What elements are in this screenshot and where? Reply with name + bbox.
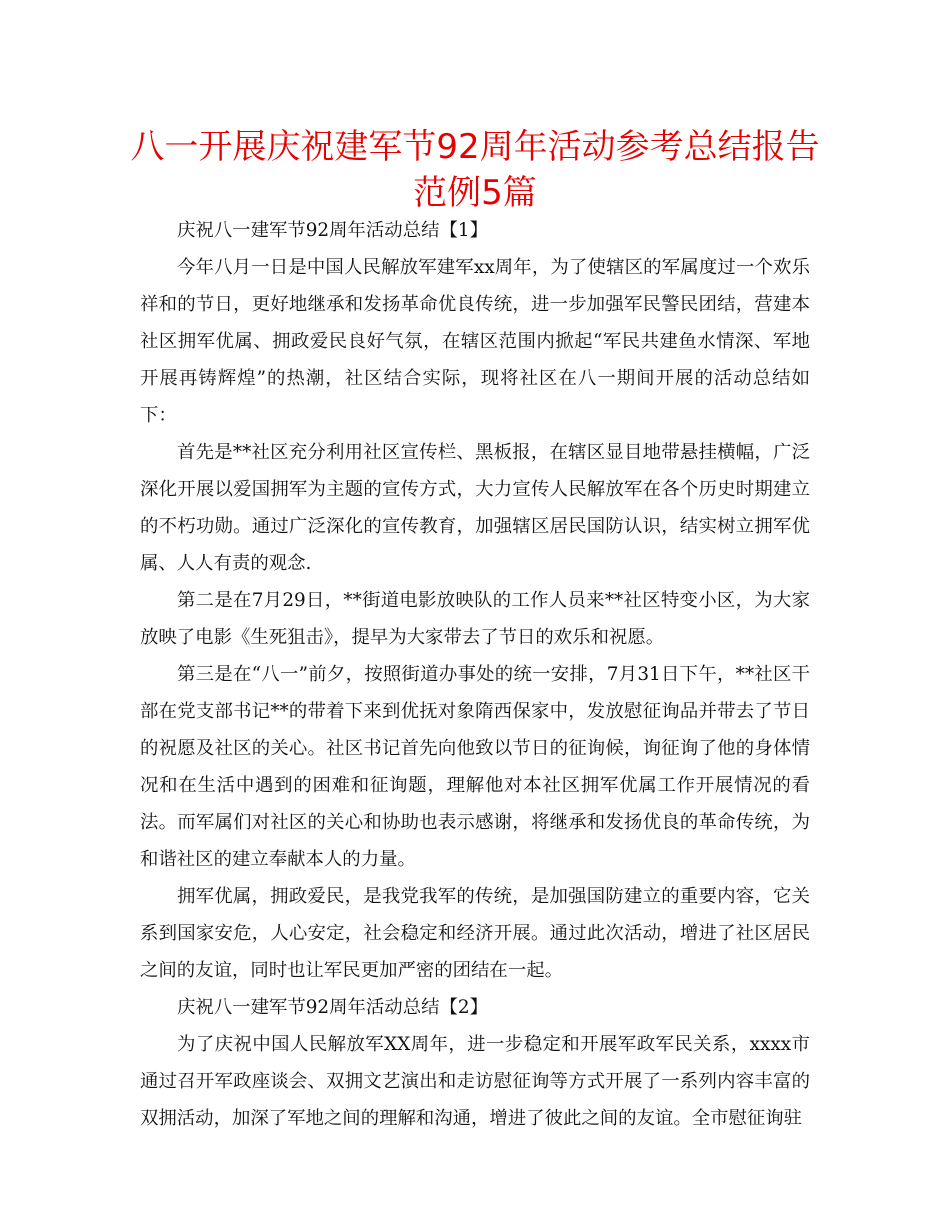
paragraph: 今年八月一日是中国人民解放军建军xx周年，为了使辖区的军属度过一个欢乐祥和的节日，更好地继承和发扬革命优良传统，进一步加强军民警民团结，营建本社区拥军优属、拥政爱民良好气氛，在辖区范围内掀起“军民共建鱼水情深、军地开展再铸辉煌”的热潮，社区结合实际，现将社区在八一期间开展的活动总结如下： [140,257,810,426]
paragraph: 为了庆祝中国人民解放军XX周年，进一步稳定和开展军政军民关系，xxxx市通过召开军政座谈会、双拥文艺演出和走访慰征询等方式开展了一系列内容丰富的双拥活动，加深了军地之间的理解和沟通，增进了彼此之间的友谊。全市慰征询驻 [140,1034,810,1129]
document-title-line1: 八一开展庆祝建军节92周年活动参考总结报告 [130,127,820,167]
document-title-line2: 范例5篇 [413,173,537,213]
paragraph: 拥军优属，拥政爱民，是我党我军的传统，是加强国防建立的重要内容，它关系到国家安危，人心安定，社会稳定和经济开展。通过此次活动，增进了社区居民之间的友谊，同时也让军民更加严密的团结在一起。 [140,886,810,981]
section-heading-2: 庆祝八一建军节92周年活动总结【2】 [177,997,488,1018]
paragraph: 第三是在“八一”前夕，按照街道办事处的统一安排，7月31日下午，**社区干部在党支部书记**的带着下来到优抚对象隋西保家中，发放慰征询品并带去了节日的祝愿及社区的关心。社区书记首先向他致以节日的征询候，询征询了他的身体情况和在生活中遇到的困难和征询题，理解他对本社区拥军优属工作开展情况的看法。而军属们对社区的关心和协助也表示感谢，将继承和发扬优良的革命传统，为和谐社区的建立奉献本人的力量。 [140,664,810,870]
paragraph: 首先是**社区充分利用社区宣传栏、黑板报，在辖区显目地带悬挂横幅，广泛深化开展以爱国拥军为主题的宣传方式，大力宣传人民解放军在各个历史时期建立的不朽功勋。通过广泛深化的宣传教育，加强辖区居民国防认识，结实树立拥军优属、人人有责的观念. [140,442,810,574]
document-body [140,212,810,1137]
section-heading-1: 庆祝八一建军节92周年活动总结【1】 [177,220,488,241]
paragraph: 第二是在7月29日，**街道电影放映队的工作人员来**社区特变小区，为大家放映了电影《生死狙击》，提早为大家带去了节日的欢乐和祝愿。 [140,590,810,648]
